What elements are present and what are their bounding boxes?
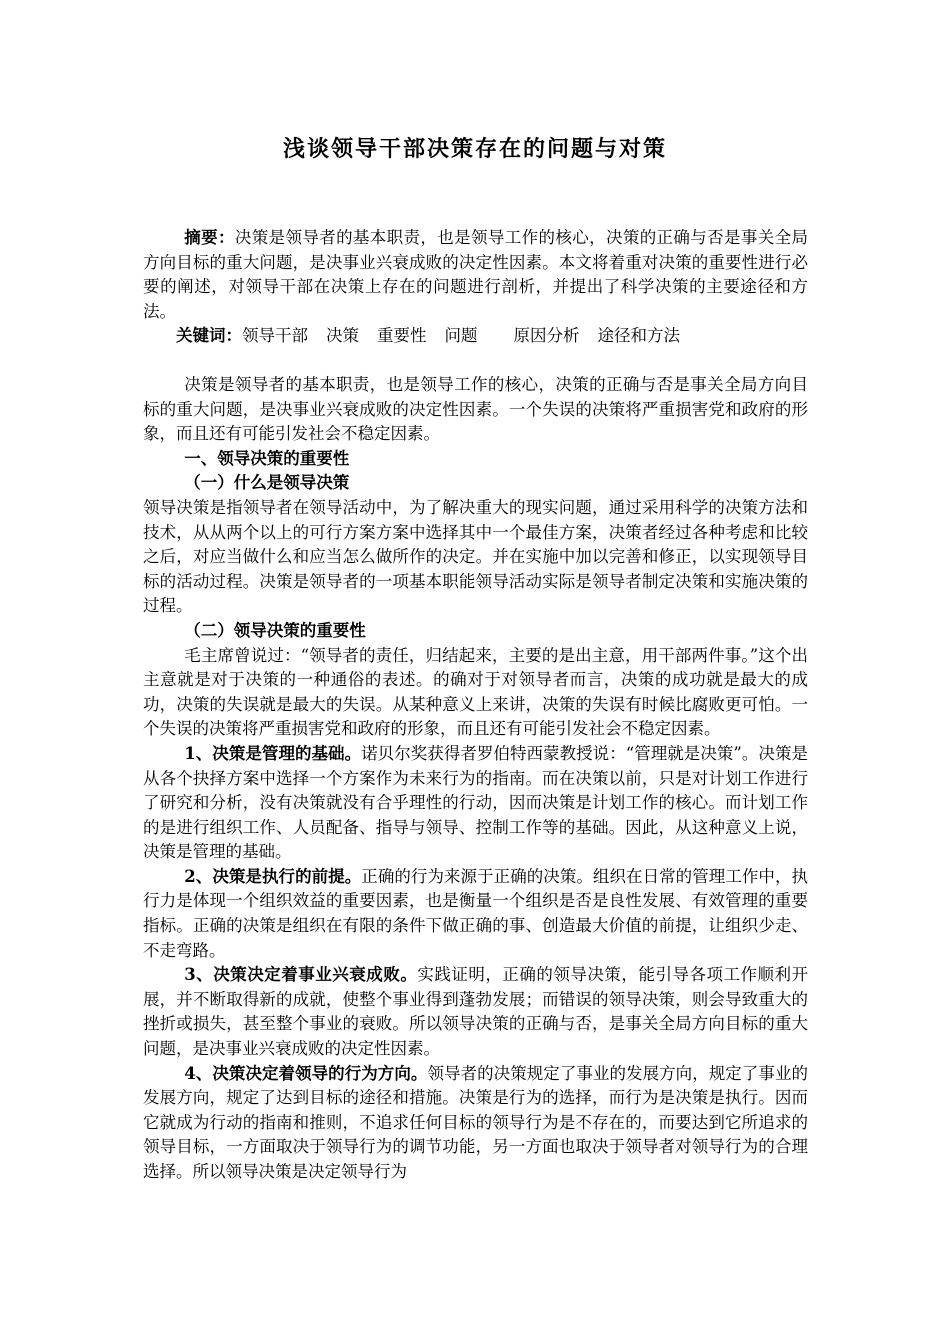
point-paragraph (143, 963, 808, 1061)
abstract-label: 摘要： (184, 228, 235, 247)
point-lead: 4、决策决定着领导的行为方向。 (184, 1063, 428, 1083)
document-title: 浅谈领导干部决策存在的问题与对策 (282, 136, 667, 162)
point-text: 正确的行为来源于正确的决策。组织在日常的管理工作中，执行力是体现一个组织效益的重要因素，也是衡量一个组织是否是良性发展、有效管理的重要指标。正确的决策是组织在有限的条件下做正确的事、创造最大价值的前提，让组织少走、不走弯路。 (143, 866, 809, 960)
abstract-block (143, 226, 808, 349)
point-lead: 1、决策是管理的基础。 (184, 743, 362, 763)
abstract-text: 决策是领导者的基本职责，也是领导工作的核心，决策的正确与否是事关全局方向目标的重大问题，是决事业兴衰成败的决定性因素。本文将着重对决策的重要性进行必要的阐述，对领导干部在决策上存在的问题进行剖析，并提出了科学决策的主要途径和方法。 (143, 228, 809, 321)
point-lead: 2、决策是执行的前提。 (184, 866, 362, 886)
point-text: 诺贝尔奖获得者罗伯特西蒙教授说：“管理就是决策”。决策是从各个抉择方案中选择一个方案作为未来行为的指南。而在决策以前，只是对计划工作进行了研究和分析，没有决策就没有合乎理性的行动，因而决策是计划工作的核心。而计划工作的是进行组织工作、人员配备、指导与领导、控制工作等的基础。因此，从这种意义上说，决策是管理的基础。 (143, 743, 808, 862)
point-text: 领导者的决策规定了事业的发展方向，规定了事业的发展方向，规定了达到目标的途径和措施。决策是行为的选择，而行为是决策是执行。因而它就成为行动的指南和推则，不追求任何目标的领导行为是不存在的，而要达到它所追求的领导目标，一方面取决于领导行为的调节功能，另一方面也取决于领导者对领导行为的合理选择。所以领导决策是决定领导行为 (143, 1063, 809, 1181)
main-body (143, 373, 808, 1185)
keyword: 领导干部 (242, 326, 308, 346)
keyword: 决策 (326, 326, 359, 346)
point-paragraph (143, 742, 808, 865)
keywords-line (143, 324, 808, 349)
body-paragraph: 毛主席曾说过：“领导者的责任，归结起来，主要的是出主意，用干部两件事。”这个出主意就是对于决策的一种通俗的表述。的确对于对领导者而言，决策的成功就是最大的成功，决策的失误就是最大的失误。从某种意义上来讲，决策的失误有时候比腐败更可怕。一个失误的决策将严重损害党和政府的形象，而且还有可能引发社会不稳定因素。 (143, 645, 808, 739)
point-paragraph (143, 1062, 808, 1185)
section-heading: 一、领导决策的重要性 (184, 448, 350, 468)
keyword: 问题 (444, 326, 478, 346)
body-paragraph: 领导决策是指领导者在领导活动中，为了解决重大的现实问题，通过采用科学的决策方法和技术，从从两个以上的可行方案方案中选择其中一个最佳方案，决策者经过各种考虑和比较之后，对应当做什么和应当怎么做所作的决定。并在实施中加以完善和修正，以实现领导目标的活动过程。决策是领导者的一项基本职能领导活动实际是领导者制定决策和实施决策的过程。 (143, 497, 808, 616)
point-text: 实践证明，正确的领导决策，能引导各项工作顺利开展，并不断取得新的成就，使整个事业得到蓬勃发展；而错误的领导决策，则会导致重大的挫折或损失，甚至整个事业的衰败。所以领导决策的正确与否，是事关全局方向目标的重大问题，是决事业兴衰成败的决定性因素。 (143, 965, 809, 1059)
keyword: 途径和方法 (597, 326, 680, 346)
keyword: 原因分析 (513, 326, 580, 346)
point-paragraph (143, 865, 808, 963)
keyword: 重要性 (377, 326, 427, 346)
subsection-heading: （一）什么是领导决策 (184, 473, 350, 493)
keywords-label: 关键词： (176, 326, 242, 346)
abstract-paragraph (143, 226, 808, 324)
point-lead: 3、决策决定着事业兴衰成败。 (184, 965, 418, 985)
subsection-heading: （二）领导决策的重要性 (184, 620, 366, 640)
intro-paragraph: 决策是领导者的基本职责，也是领导工作的核心，决策的正确与否是事关全局方向目标的重大问题，是决事业兴衰成败的决定性因素。一个失误的决策将严重损害党和政府的形象，而且还有可能引发社会不稳定因素。 (143, 375, 808, 444)
